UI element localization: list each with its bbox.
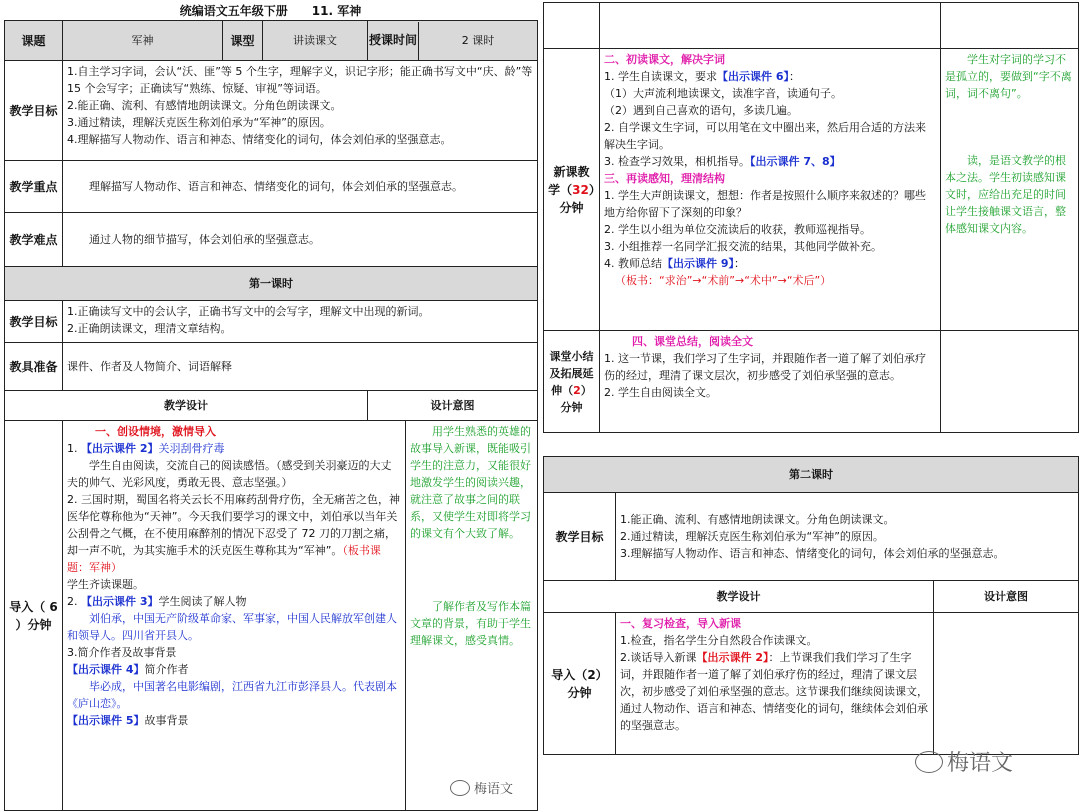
lesson2-design-label: 教学设计 <box>544 581 934 613</box>
new-lesson-content: 二、初读课文，解决字词 1. 学生自读课文，要求【出示课件 6】： （1）大声流利地读课文，读准字音，读通句子。 （2）遇到自己喜欢的语句，多读几遍。 2. 自学课文生字词，可以用笔在文中圈出来，然后用合适的方法来解决生字词。 3. 检查学习效果，相机指导。【出示课件 7、8】 三、再读感知，理清结构 1. 学生大声朗读课文，想想：作者是按照什么顺序来叙述的？哪些地方给你留下了深刻的印象？ 2. 学生以小组为单位交流读后的收获，教师巡视指导。 3. 小组推荐一名同学汇报交流的结果，其他同学做补充。 4. 教师总结【出示课件 9】： （板书：“求治”→“术前”→“术中”→“术后”） <box>600 49 941 331</box>
summary-row <box>544 331 1079 433</box>
courseware-tag: 【出示课件 9】 <box>662 257 734 270</box>
lesson2-goals-label: 教学目标 <box>544 493 616 581</box>
lesson1-goal: 2.正确朗读课文，理清文章结构。 <box>67 322 232 335</box>
key-label: 教学重点 <box>5 161 63 213</box>
lesson2-goals-row <box>544 493 1079 581</box>
intent-label: 设计意图 <box>368 391 538 421</box>
design-header-row <box>5 391 538 421</box>
wechat-icon <box>915 751 943 773</box>
goals-content <box>63 61 538 161</box>
courseware-tag: 【出示课件 2】 <box>696 651 769 664</box>
watermark-small-text: 梅语文 <box>474 782 514 797</box>
courseware-tag: 【出示课件 2】 <box>81 442 159 455</box>
step-text: 3. 小组推荐一名同学汇报交流的结果，其他同学做补充。 <box>604 240 882 253</box>
goals-row <box>5 61 538 161</box>
lesson2-table <box>543 456 1079 755</box>
goal-item: 3.通过精读，理解沃克医生称刘伯承为“军神”的原因。 <box>67 116 331 129</box>
intro-s1-text: 关羽刮骨疗毒 <box>158 442 225 455</box>
prep-text: 课件、作者及人物简介、词语解释 <box>63 343 538 391</box>
intro-label <box>5 421 63 811</box>
prep-label: 教具准备 <box>5 343 63 391</box>
lesson2-goal: 2.通过精读，理解沃克医生称刘伯承为“军神”的原因。 <box>620 530 884 543</box>
goal-item: 2.能正确、流利、有感情地朗读课文。分角色朗读课文。 <box>67 99 342 112</box>
lesson1-title-row <box>5 267 538 301</box>
step-text: 2. 学生自由阅读全文。 <box>604 386 717 399</box>
section-four-title: 四、课堂总结，阅读全文 <box>632 335 753 348</box>
info-row <box>5 21 538 61</box>
section-two-title: 二、初读课文，解决字词 <box>604 53 725 66</box>
summary-minutes: 2 <box>573 383 581 397</box>
step-text: 1. 这一节课，我们学习了生字词，并跟随作者一道了解了刘伯承疗伤的经过，理清了课文层次，初步感受了刘伯承坚强的意志。 <box>604 352 926 382</box>
intro-s2-after: 学生齐读课题。 <box>67 578 144 591</box>
difficulty-row <box>5 213 538 267</box>
step-text: 2. 自学课文生字词，可以用笔在文中圈出来，然后用合适的方法来解决生字词。 <box>604 121 926 151</box>
lesson1-goals-label: 教学目标 <box>5 301 63 343</box>
intro-intent <box>406 421 538 811</box>
goals-label: 教学目标 <box>5 61 63 161</box>
new-lesson-intent <box>941 49 1079 331</box>
board-title: （板书课题：军神） <box>67 544 381 574</box>
lesson1-goals-row <box>5 301 538 343</box>
step-text: （1）大声流利地读课文，读准字音，读通句子。 <box>604 87 842 100</box>
intro-intent-1: 用学生熟悉的英雄的故事导入新课，既能吸引学生的注意力，又能很好地激发学生的阅读兴趣，就注意了故事之间的联系，又使学生对即将学习的课文有个大致了解。 <box>410 425 531 540</box>
lesson2-section-title: 一、复习检查，导入新课 <box>620 617 741 630</box>
courseware-tag: 【出示课件 3】 <box>81 595 159 608</box>
design-label: 教学设计 <box>5 391 368 421</box>
key-text: 理解描写人物动作、语言和神态、情绪变化的词句，体会刘伯承的坚强意志。 <box>63 161 538 213</box>
board-flow: （板书：“求治”→“术前”→“术中”→“术后”） <box>615 274 832 287</box>
prep-row <box>5 343 538 391</box>
new-lesson-label: 新课教学（32）分钟 <box>544 49 600 331</box>
intro-label-text: 导入（ 6 ）分钟 <box>9 599 58 632</box>
difficulty-text: 通过人物的细节描写，体会刘伯承的坚强意志。 <box>63 213 538 267</box>
new-lesson-minutes: 32 <box>572 182 589 197</box>
intent-text: 学生对字词的学习不是孤立的，要做到“字不离词，词不离句”。 <box>945 53 1072 100</box>
topic-label: 课题 <box>5 21 63 61</box>
lesson2-intent-label: 设计意图 <box>934 581 1079 613</box>
step-text: （2）遇到自己喜欢的语句，多读几遍。 <box>604 104 798 117</box>
intro-s6-text: 故事背景 <box>144 714 189 727</box>
topic-value: 军神 <box>63 21 223 61</box>
intent-text: 读，是语文教学的根本之法。学生初读感知课文时，应给出充足的时间让学生接触课文语言，整体感知课文内容。 <box>945 154 1066 235</box>
lesson2-goal: 3.理解描写人物动作、语言和神态、情绪变化的词句，体会刘伯承的坚强意志。 <box>620 547 1005 560</box>
difficulty-label: 教学难点 <box>5 213 63 267</box>
wechat-icon <box>450 780 470 796</box>
intro-s1-body: 学生自由阅读，交流自己的阅读感悟。（感受到关羽豪迈的大丈夫的帅气、光彩风度，勇敢无畏、意志坚强。） <box>67 459 392 489</box>
lesson-plan-left <box>4 20 538 421</box>
goal-item: 4.理解描写人物动作、语言和神态、情绪变化的词句，体会刘伯承的坚强意志。 <box>67 133 452 146</box>
type-label: 课型 <box>223 21 263 61</box>
lesson2-intro-label: 导入（2）分钟 <box>544 613 616 755</box>
time-value: 2 课时 <box>461 34 495 47</box>
lesson2-intro-content: 一、复习检查，导入新课 1.检查，指名学生分自然段合作读课文。 2.谈话导入新课【出示课件 2】：上节课我们我们学习了生字词，并跟随作者一道了解了刘伯承疗伤的经过，理清了课文层次，初步感受了刘伯承坚强的意志。这节课我们继续阅读课文，通过人物动作、语言和神态、情绪变化的词句，继续体会刘伯承的坚强意志。 <box>616 613 934 755</box>
watermark-large <box>915 746 1013 777</box>
summary-content <box>600 331 941 433</box>
intro-s5-text: 简介作者 <box>144 663 189 676</box>
step-text: 2. 学生以小组为单位交流读后的收获，教师巡视指导。 <box>604 223 871 236</box>
intro-row <box>5 421 538 811</box>
lesson2-intro-minutes: 2 <box>587 667 596 682</box>
summary-label: 课堂小结及拓展延伸（2）分钟 <box>544 331 600 433</box>
key-row <box>5 161 538 213</box>
lesson2-intro-row <box>544 613 1079 755</box>
courseware-tag: 【出示课件 7、8】 <box>750 155 841 168</box>
watermark-small <box>450 778 513 797</box>
new-lesson-row <box>544 49 1079 331</box>
intro-s3-body: 刘伯承，中国无产阶级革命家、军事家，中国人民解放军创建人和领导人。四川省开县人。 <box>67 612 397 642</box>
section-three-title: 三、再读感知，理清结构 <box>604 172 725 185</box>
intro-content: 一、创设情境，激情导入 1. 【出示课件 2】关羽刮骨疗毒 学生自由阅读，交流自己的阅读感悟。（感受到关羽豪迈的大丈夫的帅气、光彩风度，勇敢无畏、意志坚强。） 2. 三国时期，蜀国名将关云长不用麻药刮骨疗伤，全无痛苦之色，神医华佗尊称他为“天神”。今天我们要学习的课文中，刘伯承以当年关公刮骨之气概，在不使用麻醉剂的情况下忍受了 72 刀的刀割之痛，却一声不吭，为其实施手术的沃克医生尊称其为“军神”。（板书课题：军神） 学生齐读课题。 2. 【出示课件 3】学生阅读了解人物 刘伯承，中国无产阶级革命家、军事家，中国人民解放军创建人和领导人。四川省开县人。 3.简介作者及故事背景 【出示课件 4】简介作者 毕必成，中国著名电影编剧，江西省九江市彭泽县人。代表剧本《庐山恋》。 【出示课件 5】故事背景 <box>63 421 406 811</box>
lesson2-title: 第二课时 <box>544 457 1079 493</box>
courseware-tag: 【出示课件 6】 <box>717 70 789 83</box>
intro-s3-text: 学生阅读了解人物 <box>158 595 247 608</box>
intro-intent-2: 了解作者及写作本篇文章的背景，有助于学生理解课文，感受真情。 <box>410 600 531 647</box>
intro-s4: 3.简介作者及故事背景 <box>67 646 177 659</box>
lesson2-goal: 1.能正确、流利、有感情地朗读课文。分角色朗读课文。 <box>620 513 895 526</box>
lesson1-goal: 1.正确读写文中的会认字，正确书写文中的会写字，理解文中出现的新词。 <box>67 305 430 318</box>
courseware-tag: 【出示课件 4】 <box>67 663 145 676</box>
lesson1-title: 第一课时 <box>5 267 538 301</box>
intro-s5-body: 毕必成，中国著名电影编剧，江西省九江市彭泽县人。代表剧本《庐山恋》。 <box>67 680 397 710</box>
courseware-tag: 【出示课件 5】 <box>67 714 145 727</box>
lesson1-intro-table <box>4 420 538 811</box>
step-text: 1.检查，指名学生分自然段合作读课文。 <box>620 634 818 647</box>
intro-section-title: 一、创设情境，激情导入 <box>95 425 216 438</box>
step-text: 1. 学生大声朗读课文，想想：作者是按照什么顺序来叙述的？哪些地方给你留下了深刻的印象？ <box>604 189 926 219</box>
goal-item: 1.自主学习字词，会认“沃、匪”等 5 个生字，理解字义，识记字形；能正确书写文中“庆、龄”等 15 个会写字；正确读写“熟练、惊疑、审视”等词语。 <box>67 65 533 95</box>
intro-s2-body: 2. 三国时期，蜀国名将关云长不用麻药刮骨疗伤，全无痛苦之色，神医华佗尊称他为“天神”。今天我们要学习的课文中，刘伯承以当年关公刮骨之气概，在不使用麻醉剂的情况下忍受了 72 刀的刀割之痛，却一声不吭，为其实施手术的沃克医生尊称其为“军神”。 <box>67 493 400 557</box>
page-title: 统编语文五年级下册 11. 军神 <box>179 4 362 18</box>
type-value: 讲读课文 <box>263 21 368 61</box>
time-label: 授课时间 <box>368 22 419 60</box>
lesson-plan-right-top <box>543 2 1079 433</box>
watermark-large-text: 梅语文 <box>947 751 1014 776</box>
